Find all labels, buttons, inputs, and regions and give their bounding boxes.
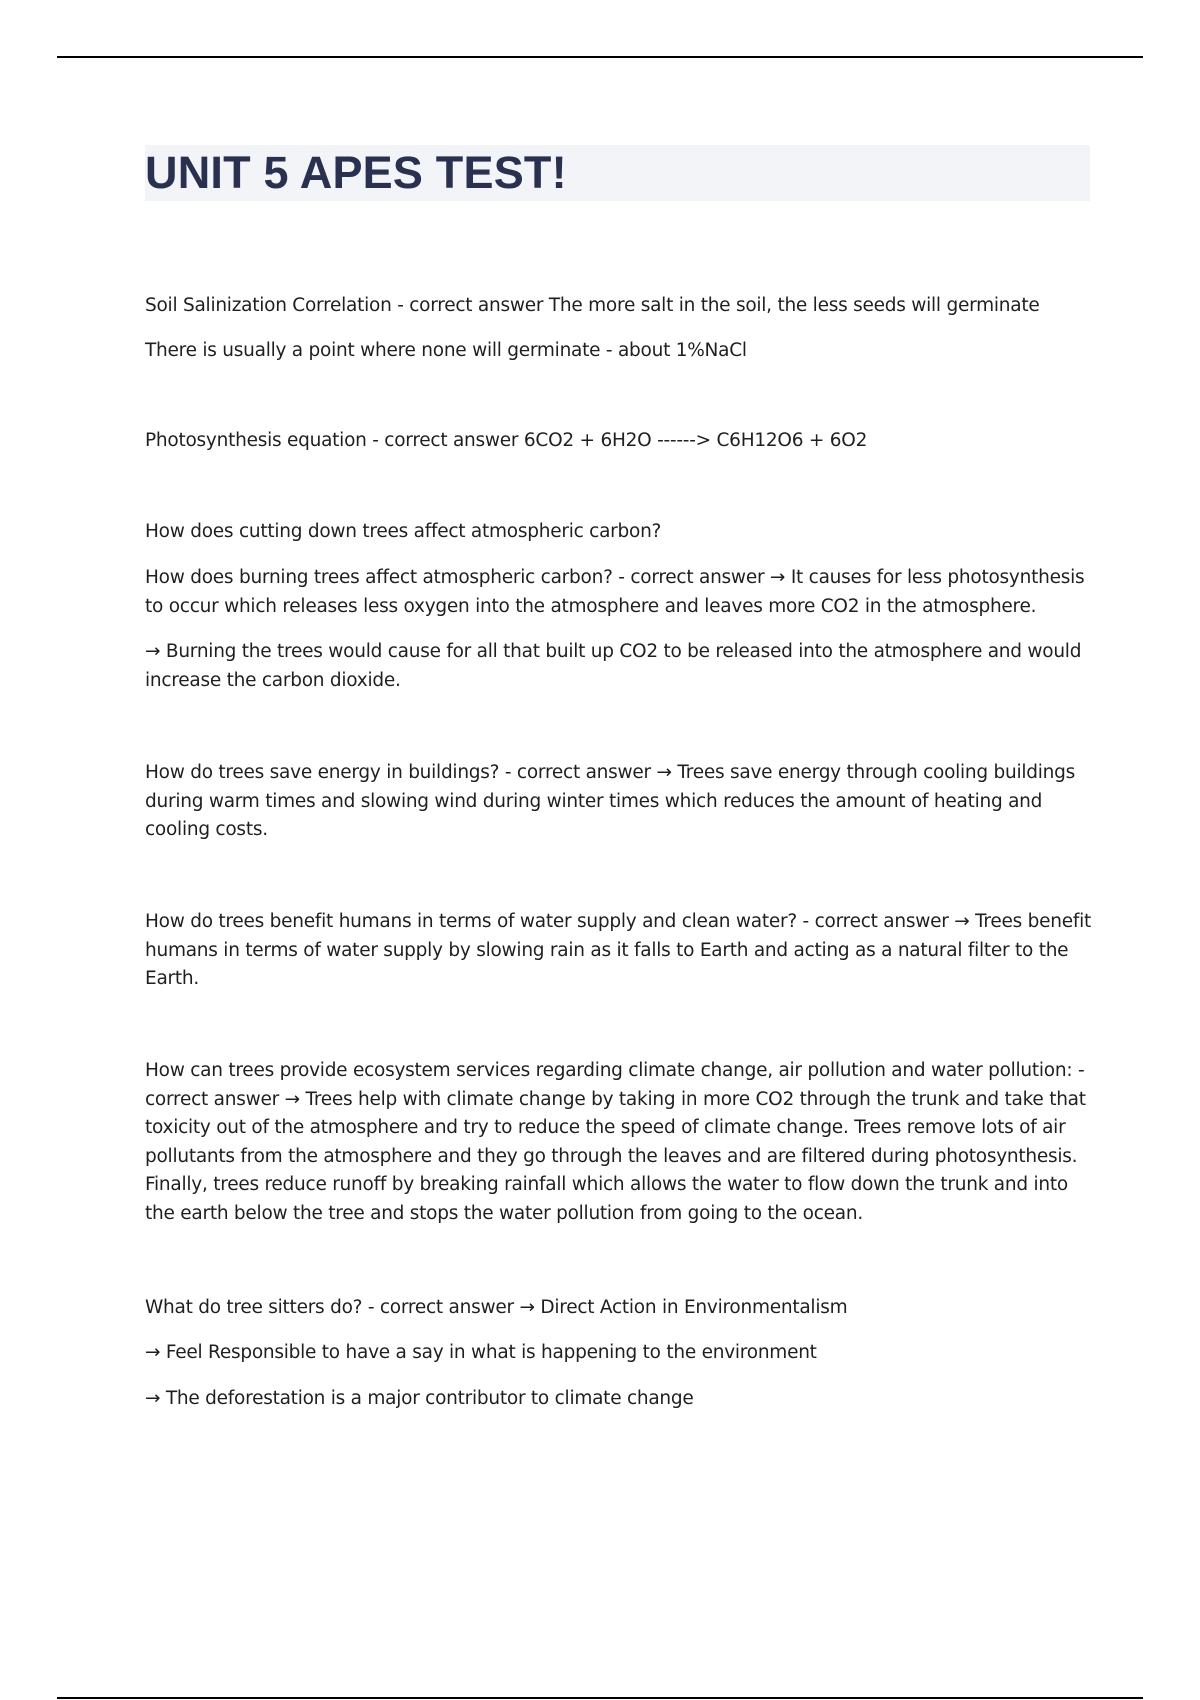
paragraph-feel-responsible: → Feel Responsible to have a say in what is happening to the environment — [145, 1342, 817, 1363]
paragraph-germination-point: There is usually a point where none will germinate - about 1%NaCl — [145, 340, 747, 361]
paragraph-ecosystem-services: How can trees provide ecosystem services regarding climate change, air pollution and water pollution: - correct answer → Trees help with climate change by taking in more CO2 through the trunk and take that toxicity out of the atmosphere and try to reduce the speed of climate change. Trees remove lots of air pollutants from the atmosphere and they go through the leaves and are filtered during photosynthesis. Finally, trees reduce runoff by breaking rainfall which allows the water to flow down the trunk and into the earth below the tree and stops the water pollution from going to the ocean. — [145, 1060, 1086, 1224]
paragraph-energy-buildings: How do trees save energy in buildings? - correct answer → Trees save energy through cooling buildings during warm times and slowing wind during winter times which reduces the amount of heating and cooling costs. — [145, 762, 1076, 840]
top-divider — [57, 56, 1143, 58]
paragraph-deforestation: → The deforestation is a major contributor to climate change — [145, 1388, 694, 1409]
paragraph-tree-sitters: What do tree sitters do? - correct answer → Direct Action in Environmentalism — [145, 1297, 848, 1318]
paragraph-water-supply: How do trees benefit humans in terms of water supply and clean water? - correct answer → Trees benefit humans in terms of water supply by slowing rain as it falls to Earth and acting as a natural filter to the Earth. — [145, 911, 1092, 989]
document-title: UNIT 5 APES TEST! — [145, 147, 567, 198]
paragraph-burning-trees-co2: → Burning the trees would cause for all that built up CO2 to be released into the atmosphere and would increase the carbon dioxide. — [145, 641, 1082, 691]
paragraph-photosynthesis-equation: Photosynthesis equation - correct answer 6CO2 + 6H2O ------> C6H12O6 + 6O2 — [145, 430, 868, 451]
paragraph-burning-trees-answer: How does burning trees affect atmospheric carbon? - correct answer → It causes for less photosynthesis to occur which releases less oxygen into the atmosphere and leaves more CO2 in the atmosphere. — [145, 567, 1085, 617]
paragraph-cutting-trees-question: How does cutting down trees affect atmospheric carbon? — [145, 521, 662, 542]
bottom-divider — [57, 1697, 1143, 1699]
paragraph-soil-salinization: Soil Salinization Correlation - correct answer The more salt in the soil, the less seeds will germinate — [145, 295, 1040, 316]
